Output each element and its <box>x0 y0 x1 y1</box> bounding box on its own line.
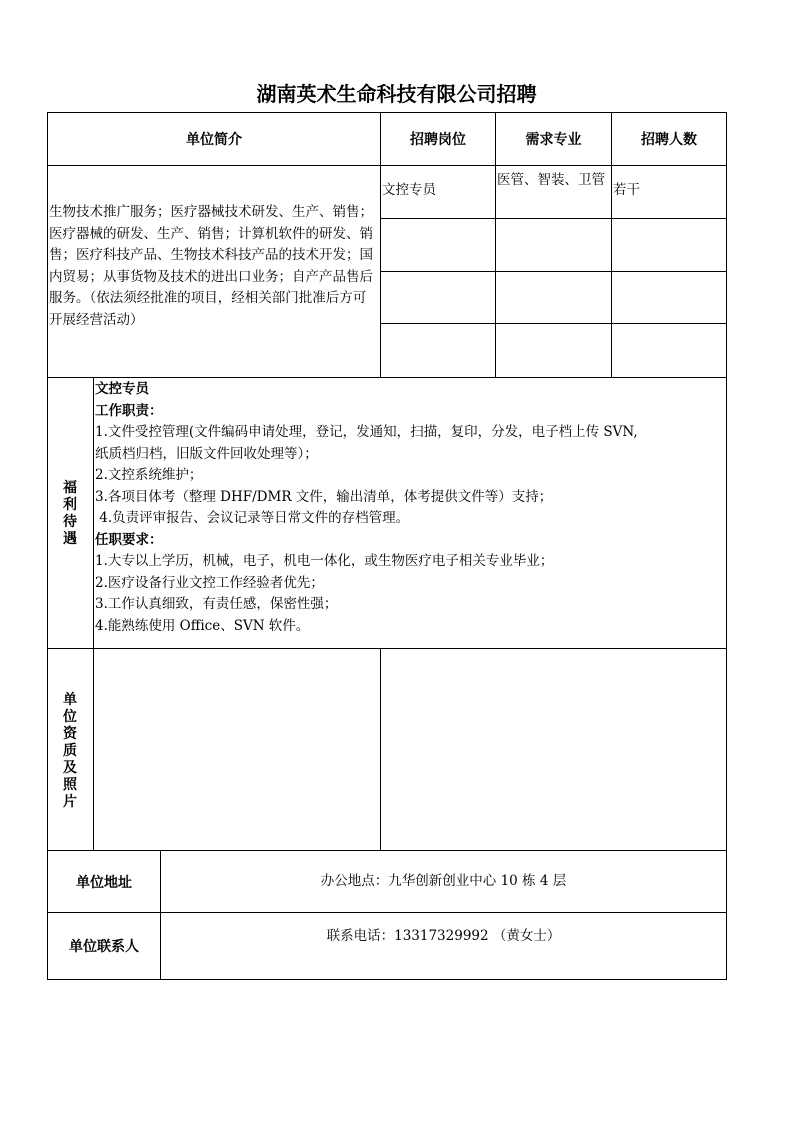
benefits-line: 任职要求： <box>95 531 163 548</box>
benefits-line: 1.文件受控管理(文件编码申请处理，登记，发通知，扫描，复印，分发，电子档上传 SVN, <box>95 424 638 440</box>
header-major: 需求专业 <box>525 132 582 148</box>
benefits-line: 3.各项目体考（整理 DHF/DMR 文件，输出清单，体考提供文件等）支持； <box>95 488 553 505</box>
address-value: 办公地点：九华创新创业中心 10 栋 4 层 <box>320 873 567 889</box>
benefits-line: 1.大专以上学历，机械，电子，机电一体化，或生物医疗电子相关专业毕业； <box>95 553 554 569</box>
benefits-line: 4.能熟练使用 Office、SVN 软件。 <box>95 617 310 634</box>
header-company-intro: 单位简介 <box>186 132 242 148</box>
job-position: 文控专员 <box>382 182 436 198</box>
benefits-content <box>95 379 725 637</box>
page-title: 湖南英术生命科技有限公司招聘 <box>256 82 537 106</box>
qualification-label: 单位资质及照片 <box>63 692 77 810</box>
job-count: 若干 <box>613 182 640 198</box>
contact-label: 单位联系人 <box>69 939 139 955</box>
benefits-label: 福利待遇 <box>63 480 77 547</box>
contact-value: 联系电话：13317329992 （黄女士） <box>326 928 561 944</box>
benefits-line: 2.文控系统维护； <box>95 467 203 483</box>
job-major: 医管、智装、卫管 <box>497 172 605 188</box>
benefits-line: 纸质档归档，旧版文件回收处理等）； <box>95 445 318 462</box>
header-count: 招聘人数 <box>641 132 697 148</box>
company-intro-text: 生物技术推广服务；医疗器械技术研发、生产、销售；医疗器械的研发、生产、销售；计算机软件的研发、销售；医疗科技产品、生物技术科技产品的技术开发；国内贸易；从事货物及技术的进出口业务；自产产品售后服务。（依法须经批准的项目，经相关部门批准后方可开展经营活动） <box>49 204 373 328</box>
header-position: 招聘岗位 <box>410 132 466 148</box>
benefits-line: 工作职责： <box>95 402 163 419</box>
benefits-line: 3.工作认真细致，有责任感，保密性强； <box>95 596 338 612</box>
benefits-line: 2.医疗设备行业文控工作经验者优先； <box>95 574 324 591</box>
address-label: 单位地址 <box>76 874 132 891</box>
benefits-line: 文控专员 <box>95 381 149 397</box>
benefits-line: 4.负责评审报告、会议记录等日常文件的存档管理。 <box>95 510 410 526</box>
